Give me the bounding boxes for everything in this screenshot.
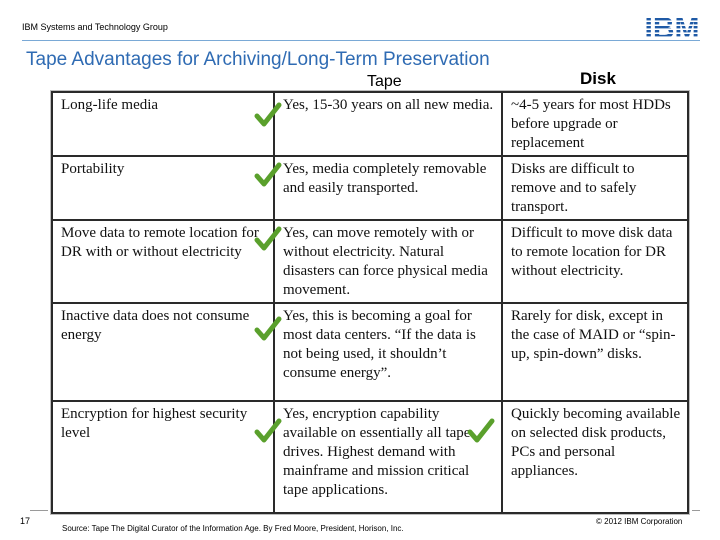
disk-cell: Quickly becoming available on selected disk products, PCs and personal appliances.	[502, 401, 688, 513]
footer-divider-right	[692, 510, 700, 511]
feature-cell: Move data to remote location for DR with or without electricity	[52, 220, 274, 303]
feature-cell: Long-life media	[52, 92, 274, 156]
source-citation: Source: Tape The Digital Curator of the Information Age. By Fred Moore, President, Horison, Inc.	[62, 524, 404, 533]
disk-cell: ~4-5 years for most HDDs before upgrade or replacement	[502, 92, 688, 156]
checkmark-icon	[254, 417, 282, 445]
column-heading-tape: Tape	[367, 73, 402, 90]
table-row	[52, 156, 688, 220]
feature-cell: Inactive data does not consume energy	[52, 303, 274, 401]
page-number: 17	[20, 516, 31, 526]
feature-cell: Portability	[52, 156, 274, 220]
checkmark-icon	[254, 161, 282, 189]
ibm-logo	[640, 10, 704, 42]
header-divider	[22, 40, 700, 41]
disk-cell: Rarely for disk, except in the case of MAID or “spin-up, spin-down” disks.	[502, 303, 688, 401]
checkmark-icon	[254, 101, 282, 129]
table-row	[52, 92, 688, 156]
comparison-table	[51, 91, 689, 514]
column-heading-disk: Disk	[580, 69, 616, 88]
table-row	[52, 220, 688, 303]
footer-divider-left	[30, 510, 48, 511]
logo-text: IBM	[644, 12, 700, 42]
table-row	[52, 303, 688, 401]
checkmark-icon	[467, 417, 495, 445]
slide-title: Tape Advantages for Archiving/Long-Term Preservation	[26, 49, 490, 70]
copyright-notice: © 2012 IBM Corporation	[596, 517, 683, 526]
tape-cell: Yes, can move remotely with or without electricity. Natural disasters can force physical media movement.	[274, 220, 502, 303]
tape-cell: Yes, this is becoming a goal for most data centers. “If the data is not being used, it shouldn’t consume energy”.	[274, 303, 502, 401]
tape-cell: Yes, media completely removable and easily transported.	[274, 156, 502, 220]
comparison-table-image	[50, 90, 690, 515]
checkmark-icon	[254, 315, 282, 343]
tape-cell: Yes, encryption capability available on essentially all tape drives. Highest demand with mainframe and mission critical tape applications.	[274, 401, 502, 513]
tape-cell: Yes, 15-30 years on all new media.	[274, 92, 502, 156]
feature-cell: Encryption for highest security level	[52, 401, 274, 513]
header-group-text: IBM Systems and Technology Group	[22, 22, 168, 32]
checkmark-icon	[254, 225, 282, 253]
disk-cell: Difficult to move disk data to remote location for DR without electricity.	[502, 220, 688, 303]
disk-cell: Disks are difficult to remove and to safely transport.	[502, 156, 688, 220]
table-row	[52, 401, 688, 513]
